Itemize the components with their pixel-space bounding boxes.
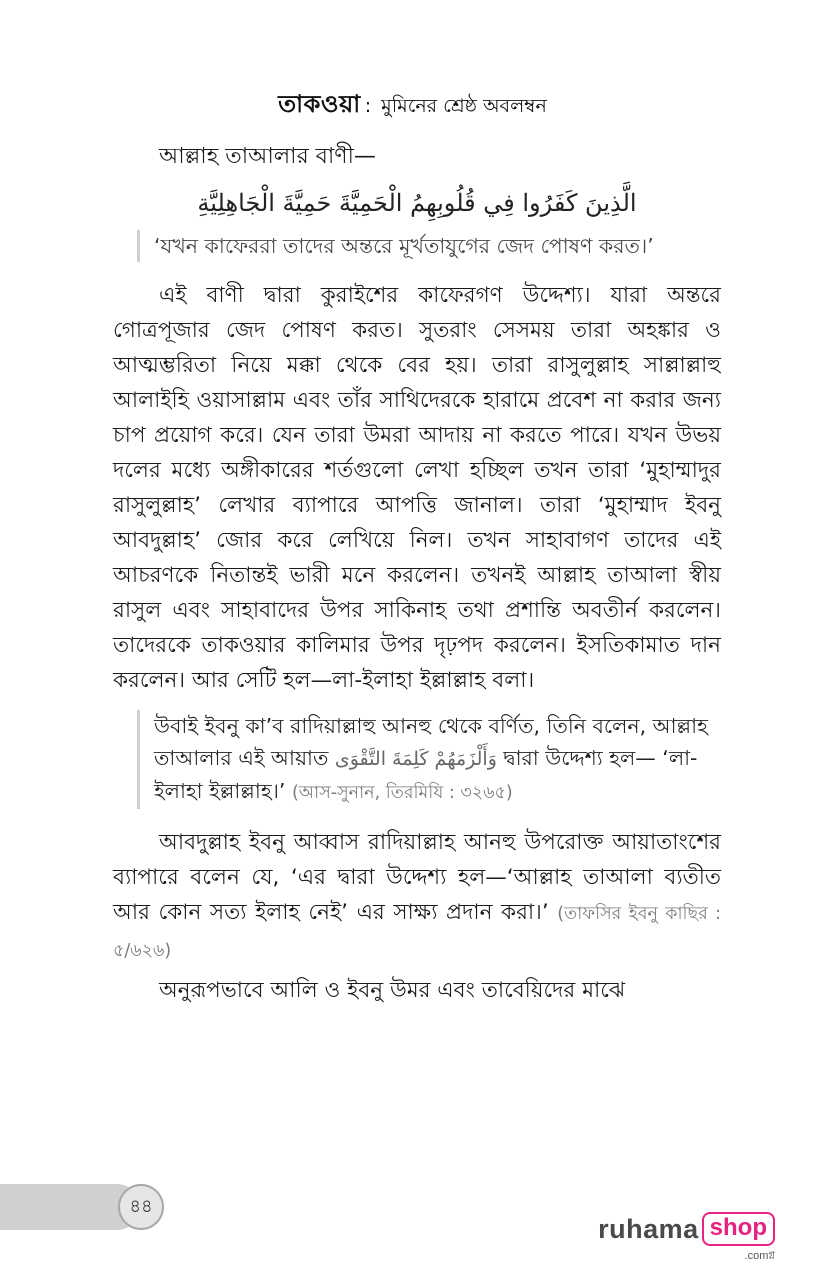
paragraph-2-text: আবদুল্লাহ ইবনু আব্বাস রাদিয়াল্লাহ আনহু উপরোক্ত আয়াতাংশের ব্যাপারে বলেন যে, ‘এর দ্বারা উদ্দেশ্য হল—‘আল্লাহ তাআলা ব্যতীত আর কোন সত্য ইলাহ নেই’ এর সাক্ষ্য প্রদান করা।’ [113,830,721,925]
paragraph-2-reference: (তাফসির ইবনু কাছির : ৫/৬২৬) [113,904,721,961]
verse-translation-quote [137,230,721,262]
hadith-reference: (আস-সুনান, তিরমিযি : ৩২৬৫) [291,783,513,803]
verse-translation: ‘যখন কাফেররা তাদের অন্তরে মূর্খতাযুগের জেদ পোষণ করত।’ [154,234,654,258]
book-title: তাকওয়া [278,90,361,118]
book-subtitle: মুমিনের শ্রেষ্ঠ অবলম্বন [381,95,547,117]
page-content [113,140,721,1008]
logo-ruhama-text: ruhama [598,1214,699,1244]
hadith-text-before: উবাই ইবনু কা’ব রাদিয়াল্লাহু আনহু থেকে বর্ণিত, তিনি বলেন, আল্লাহ তাআলার এই আয়াত [154,714,708,770]
hadith-arabic-phrase: وَأَلْزَمَهُمْ كَلِمَةَ التَّقْوَى [334,748,497,770]
ruhama-shop-logo [598,1212,775,1266]
paragraph-3: অনুরূপভাবে আলি ও ইবনু উমর এবং তাবেয়িদের মাঝে [159,978,626,1003]
hadith-text-after: দ্বারা উদ্দেশ্য হল— ‘লা-ইলাহা ইল্লাল্লাহ।’ [154,746,698,803]
header-separator: : [364,95,372,117]
logo-shop-text: shop [702,1212,775,1246]
running-header [0,86,825,126]
intro-line: আল্লাহ তাআলার বাণী— [159,144,376,169]
arabic-verse: الَّذِينَ كَفَرُوا فِي قُلُوبِهِمُ الْحَمِيَّةَ حَمِيَّةَ الْجَاهِلِيَّةِ [197,189,637,217]
paragraph-1: এই বাণী দ্বারা কুরাইশের কাফেরগণ উদ্দেশ্য। যারা অন্তরে গোত্রপূজার জেদ পোষণ করত। সুতরাং সেসময় তারা অহঙ্কার ও আত্মম্ভরিতা নিয়ে মক্কা থেকে বের হয়। তারা রাসুলুল্লাহ সাল্লাল্লাহু আলাইহি ওয়াসাল্লাম এবং তাঁর সাথিদেরকে হারামে প্রবেশ না করার জন্য চাপ প্রয়োগ করে। যেন তারা উমরা আদায় না করতে পারে। যখন উভয় দলের মধ্যে অঙ্গীকারের শর্তগুলো লেখা হচ্ছিল তখন তারা ‘মুহাম্মাদুর রাসুলুল্লাহ’ লেখার ব্যাপারে আপত্তি জানাল। তারা ‘মুহাম্মাদ ইবনু আবদুল্লাহ’ জোর করে লেখিয়ে নিল। তখন সাহাবাগণ তাদের এই আচরণকে নিতান্তই ভারী মনে করলেন। তখনই আল্লাহ তাআলা স্বীয় রাসুল এবং সাহাবাদের উপর সাকিনাহ তথা প্রশান্তি অবতীর্ন করলেন। তাদেরকে তাকওয়ার কালিমার উপর দৃঢ়পদ করলেন। ইসতিকামাত দান করলেন। আর সেটি হল—লা-ইলাহা ইল্লাল্লাহ বলা। [113,283,721,693]
logo-shop-box [702,1212,775,1266]
hadith-quote [137,710,721,809]
paragraph-2 [113,825,721,969]
page-number: ৪৪ [118,1184,164,1230]
logo-domain-text: .comগ্ন [744,1250,775,1262]
